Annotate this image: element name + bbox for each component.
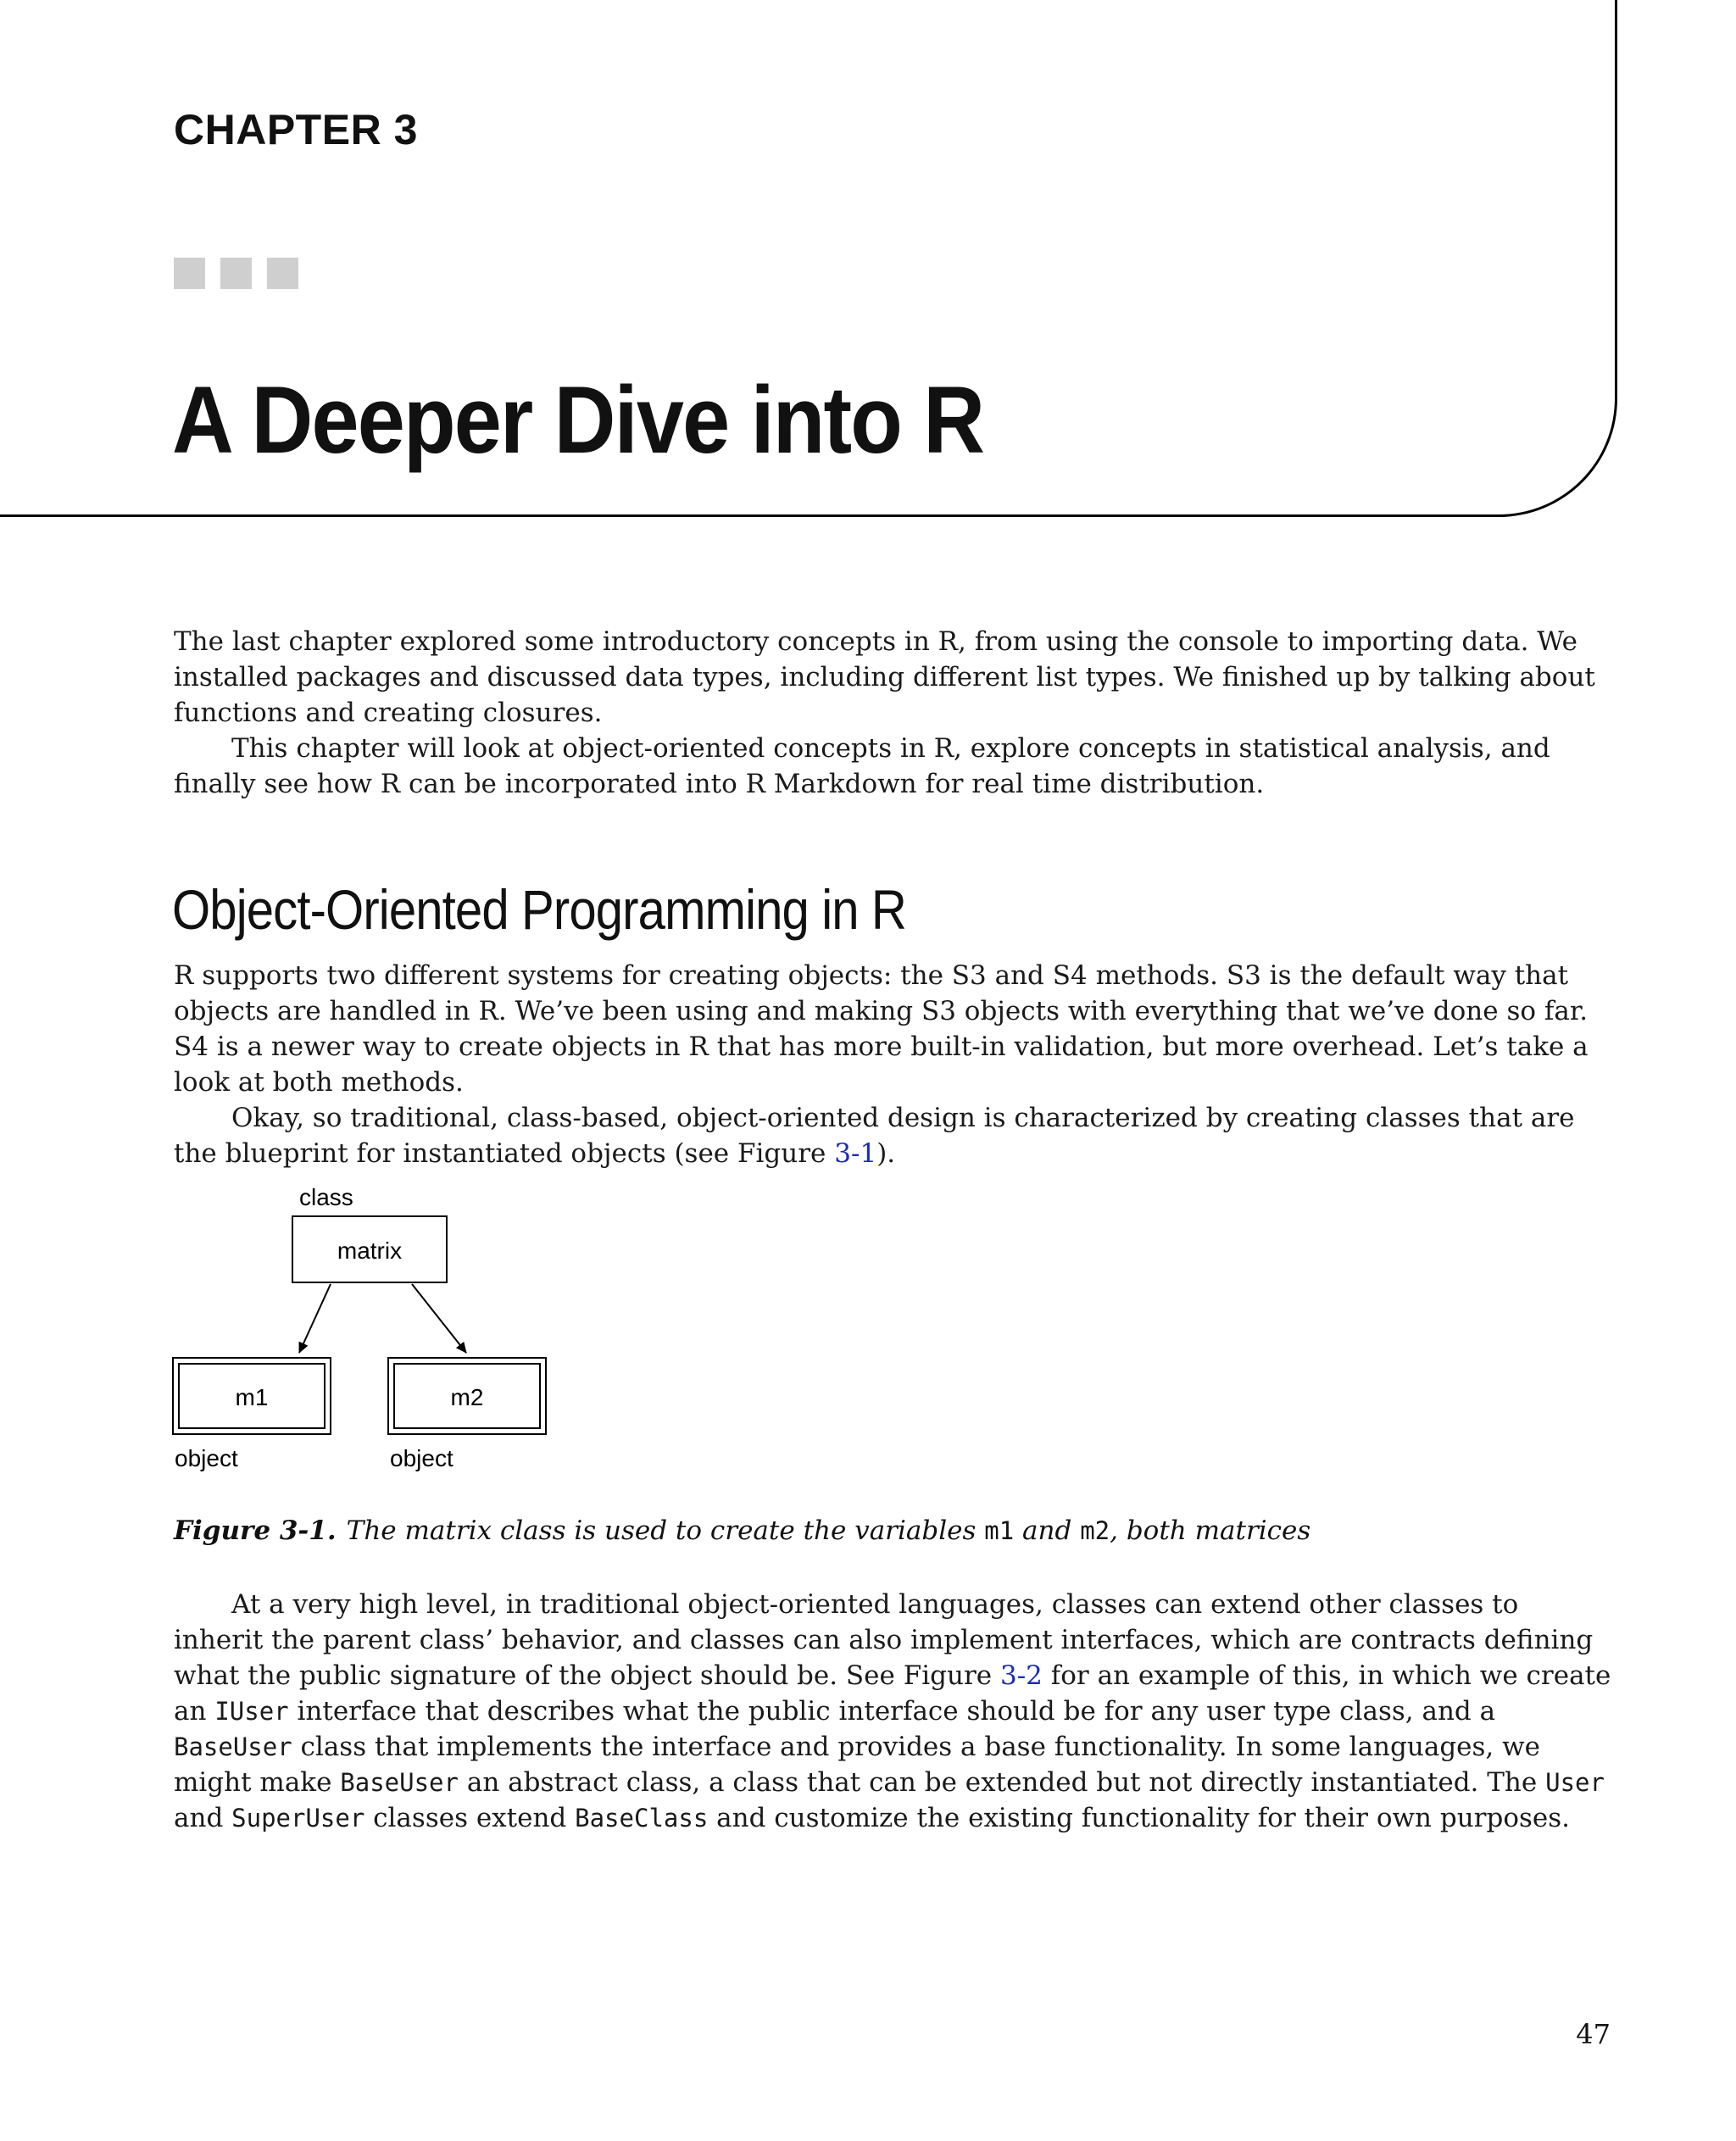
paragraph-text: Okay, so traditional, class-based, object-oriented design is characterized by creating classes that are the blueprint for instantiated objects (see Figure [174,1103,1575,1169]
inline-code: IUser [214,1697,289,1726]
caption-text: , both matrices [1110,1515,1311,1546]
paragraph-text: for an example of this, in which we create an [174,1660,1611,1727]
inline-code: SuperUser [231,1804,365,1832]
paragraph-text: and [174,1803,232,1833]
paragraph-text: an abstract class, a class that can be extended but not directly instantiated. The [458,1767,1546,1798]
inline-code: User [1545,1768,1605,1797]
decoration-square [174,258,205,289]
intro-paragraph-2: This chapter will look at object-oriented concepts in R, explore concepts in statistical analysis, and finally see how R can be incorporated into R Markdown for real time distribution. [174,733,1550,799]
paragraph-text: ). [876,1138,896,1169]
chapter-decoration [174,258,298,289]
inline-code: BaseUser [174,1732,292,1761]
paragraph-text: and customize the existing functionality for their own purposes. [708,1803,1571,1833]
paragraph-text: At a very high level, in traditional object-oriented languages, classes can extend other classes to inherit the parent class’ behavior, and classes can also implement interfaces, which are contracts defining what the public signature of the object should be. See Figure [174,1589,1594,1691]
section-paragraph-2 [174,1100,1615,1171]
object-name-m2: m2 [450,1384,484,1410]
section-heading: Object-Oriented Programming in R [172,878,906,941]
decoration-square [220,258,252,289]
page-number: 47 [1576,2018,1611,2050]
caption-text: and [1014,1515,1081,1546]
decoration-square [267,258,298,289]
arrow-to-m2 [412,1284,466,1353]
object-label-2: object [390,1445,453,1471]
inline-code: BaseClass [575,1804,709,1832]
chapter-title: A Deeper Dive into R [172,367,984,473]
section-paragraph-1: R supports two different systems for creating objects: the S3 and S4 methods. S3 is the default way that objects are handled in R. We’ve been using and making S3 objects with everything that we’ve done so far. S4 is a newer way to create objects in R that has more built-in validation, but more overhead. Let’s take a look at both methods. [174,960,1589,1098]
chapter-label: CHAPTER 3 [174,106,418,153]
paragraph-text: class that implements the interface and provides a base functionality. In some languages, we might make [174,1732,1541,1798]
class-name: matrix [337,1237,403,1264]
figure-reference-link[interactable]: 3-2 [999,1660,1043,1691]
intro-paragraph-1: The last chapter explored some introductory concepts in R, from using the console to importing data. We installed packages and discussed data types, including different list types. We finished up by talking about functions and creating closures. [174,626,1595,728]
class-diagram [170,1178,576,1483]
figure-reference-link[interactable]: 3-1 [834,1138,877,1169]
intro-text [174,624,1615,802]
caption-code: m2 [1080,1516,1110,1545]
caption-text: The matrix class is used to create the variables [346,1515,985,1546]
arrow-to-m1 [299,1284,331,1353]
paragraph-text: interface that describes what the public interface should be for any user type class, and a [288,1696,1496,1727]
object-name-m1: m1 [235,1384,269,1410]
class-label: class [299,1184,353,1210]
paragraph-text: classes extend [364,1803,576,1833]
body-paragraph [174,1587,1615,1836]
body-text [174,1587,1615,1836]
inline-code: BaseUser [340,1768,459,1797]
object-label-1: object [175,1445,238,1471]
caption-code: m1 [984,1516,1015,1545]
section-text [174,958,1615,1171]
figure-caption [174,1513,1310,1549]
caption-label: Figure 3-1. [174,1515,337,1546]
